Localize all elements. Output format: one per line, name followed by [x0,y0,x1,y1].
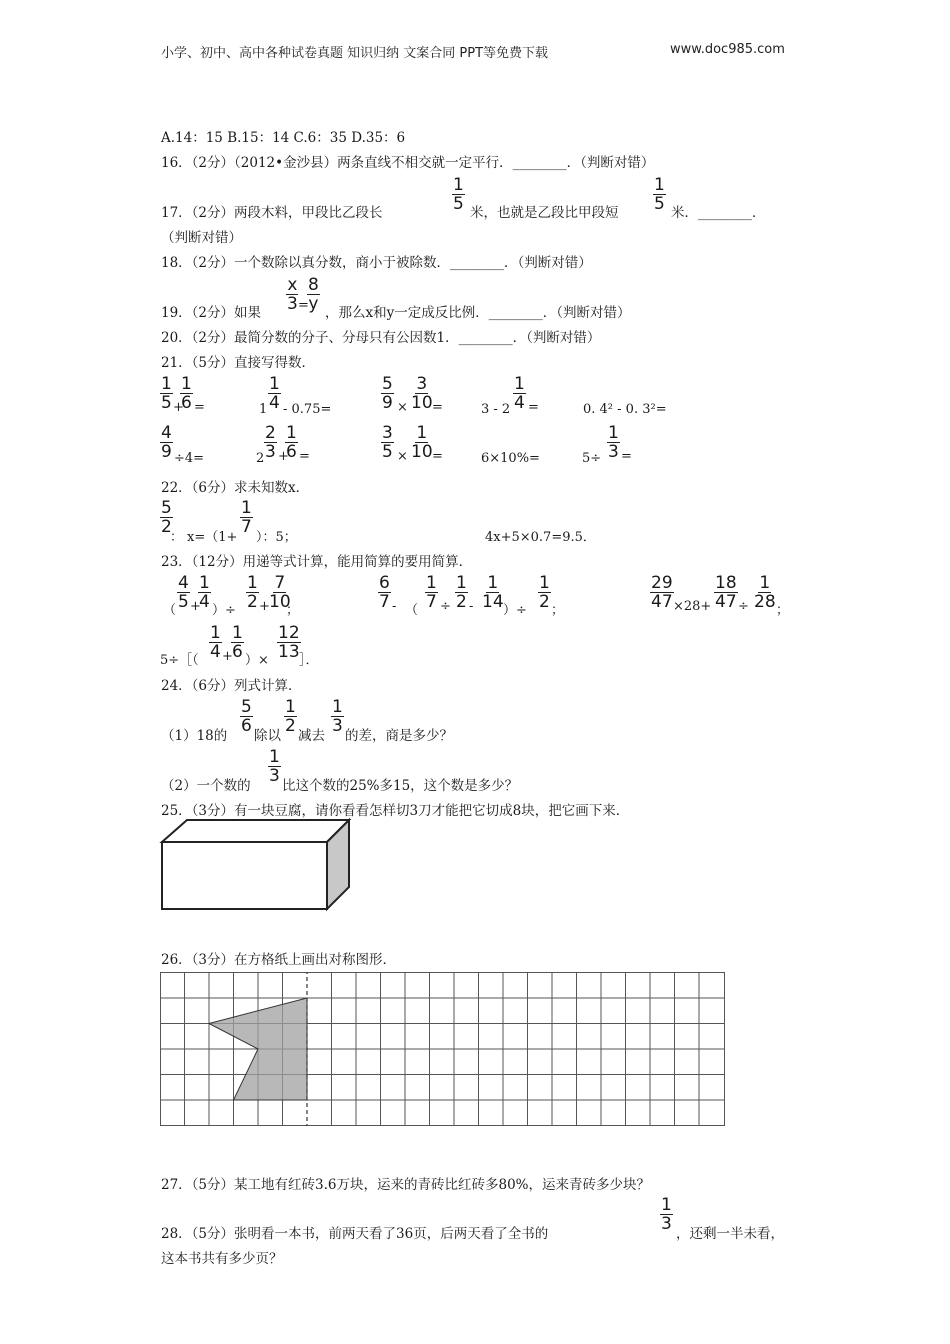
q24-frac-1-3: $\frac{1}{3}$ [332,697,343,736]
q21-frac-1-5: $\frac{1}{5}$ [161,374,172,413]
fraction-one-fifth-2: $\frac{1}{5}$ [654,175,665,214]
q23b-semi: ； [551,603,565,618]
q24-1-b: 除以 [254,728,281,744]
symmetry-grid [160,972,726,1128]
q22-end: ）：5； [256,530,297,545]
q21-eq-4: = [299,449,310,464]
q21-frac-4-9: $\frac{4}{9}$ [161,423,172,462]
q21-frac-1-6b: $\frac{1}{6}$ [286,423,297,462]
q21-6x10pct: 6×10%= [481,451,540,466]
q21-mixed-1: 1 [259,402,268,417]
q23d-frac-1-6: $\frac{1}{6}$ [232,623,243,662]
q24-1-d: 的差，商是多少？ [345,728,453,744]
fraction-8-over-y: $\frac{8}{y}$ [308,275,319,314]
q23d-plus: + [222,649,233,664]
q24-frac-5-6: $\frac{5}{6}$ [241,697,252,736]
question-28-a: 28．（5分）张明看一本书，前两天看了36页，后两天看了全书的 [161,1226,549,1242]
question-24: 24．（6分）列式计算． [161,678,302,694]
q21-eq-3: = [528,400,539,415]
q23d-end: ）× [245,653,269,668]
question-17-text-b: 米，也就是乙段比甲段短 [470,205,619,221]
q23c-semi: ； [776,603,790,618]
question-17-text-d: （判断对错） [161,230,242,246]
q22-colon: ： [170,530,184,545]
q23a-rparen-div: ）÷ [212,603,236,618]
grid-lines [160,972,725,1126]
q21-plus-eq [173,400,184,415]
q21-frac-1-4: $\frac{1}{4}$ [269,374,280,413]
q21-frac-1-3: $\frac{1}{3}$ [608,423,619,462]
question-22: 22．（6分）求未知数x． [161,480,310,496]
q23c-frac-1-28: $\frac{1}{28}$ [754,573,776,612]
q23a-frac-1-2: $\frac{1}{2}$ [247,573,258,612]
q21-frac-2-3: $\frac{2}{3}$ [265,423,276,462]
q21-frac-3-10: $\frac{3}{10}$ [411,374,433,413]
question-18: 18．（2分）一个数除以真分数，商小于被除数．________．（判断对错） [161,255,592,271]
question-19-text-b: ，那么x和y一定成反比例．________．（判断对错） [325,305,631,321]
q21-squares: 0. 4² - 0. 3²= [583,402,667,417]
q24-2-b: 比这个数的25%多15，这个数是多少？ [282,778,519,794]
question-28-b: ，还剩一半未看， [676,1226,784,1242]
q21-eq-1: = [194,400,205,415]
tofu-top-face [162,820,349,842]
q23b-frac-1-7: $\frac{1}{7}$ [426,573,437,612]
q22-equation-b: 4x+5×0.7=9.5． [485,530,596,545]
q23a-plus2: + [259,599,270,614]
q21-frac-5-9: $\frac{5}{9}$ [382,374,393,413]
q23b-div: ÷ [440,599,451,614]
q21-frac-3-5: $\frac{3}{5}$ [382,423,393,462]
q24-frac-1-2: $\frac{1}{2}$ [285,697,296,736]
q24-1-a: （1）18的 [161,728,228,744]
q21-mixed-2: 2 [256,451,265,466]
q21-times-2: × [397,449,408,464]
q21-5div: 5÷ [582,451,602,466]
q23a-frac-1-4: $\frac{1}{4}$ [199,573,210,612]
q21-plus-2: + [278,449,289,464]
question-21: 21．（5分）直接写得数． [161,355,316,371]
q21-times-1: × [397,400,408,415]
q21-frac-1-10: $\frac{1}{10}$ [411,423,433,462]
q22-mid: x=（1+ [187,530,238,545]
question-19-text-a: 19．（2分）如果 [161,305,262,321]
q23b-lparen: （ [405,603,419,618]
q23b-frac-6-7: $\frac{6}{7}$ [379,573,390,612]
tofu-block-figure [155,815,355,915]
q23a-plus: + [190,599,201,614]
q23d-close: ］． [299,653,319,668]
question-27: 27．（5分）某工地有红砖3.6万块，运来的青砖比红砖多80%，运来青砖多少块？ [161,1177,650,1193]
question-23: 23．（12分）用递等式计算，能用简算的要用简算． [161,554,473,570]
q22-frac-1-7: $\frac{1}{7}$ [241,498,252,537]
question-25: 25．（3分）有一块豆腐，请你看看怎样切3刀才能把它切成8块，把它画下来． [161,803,630,819]
page-header-left: 小学、初中、高中各种试卷真题 知识归纳 文案合同 PPT等免费下载 [161,46,549,61]
q23a-lparen: （ [163,603,177,618]
q15-options: A.14：15 B.15：14 C.6：35 D.35：6 [161,130,406,146]
q21-frac-1-6: $\frac{1}{6}$ [181,374,192,413]
q23b-frac-1-14: $\frac{1}{14}$ [482,573,504,612]
q23b-rparen-div: ）÷ [503,603,527,618]
q23d-frac-12-13: $\frac{12}{13}$ [278,623,300,662]
q23b-minus2: - [469,599,474,614]
q23b-frac-1-2b: $\frac{1}{2}$ [539,573,550,612]
q23a-frac-4-5: $\frac{4}{5}$ [178,573,189,612]
q23b-minus: - [392,599,397,614]
fraction-x-over-3: $\frac{x}{3}$ [287,275,298,314]
q23c-times28: ×28+ [673,599,712,614]
q21-eq-6: = [621,449,632,464]
q21-div4: ÷4= [174,451,205,466]
q21-eq-2: = [432,400,443,415]
page-header-url[interactable]: www.doc985.com [670,42,785,57]
fraction-one-fifth: $\frac{1}{5}$ [453,175,464,214]
q21-frac-1-4b: $\frac{1}{4}$ [514,374,525,413]
q24-2-a: （2）一个数的 [161,778,251,794]
question-17-text-c: 米．________． [671,205,766,221]
q23c-frac-29-47: $\frac{29}{47}$ [651,573,673,612]
question-20: 20．（2分）最简分数的分子、分母只有公因数1．________．（判断对错） [161,330,601,346]
q21-eq-5: = [432,449,443,464]
q19-equals: = [298,298,309,313]
q22-frac-5-2: $\frac{5}{2}$ [161,498,172,537]
q28-frac-1-3: $\frac{1}{3}$ [661,1195,672,1234]
q23d-frac-1-4: $\frac{1}{4}$ [210,623,221,662]
q24-frac-1-3b: $\frac{1}{3}$ [269,747,280,786]
q23a-semi: ； [286,603,300,618]
plus: + [173,400,184,415]
question-16: 16．（2分）（2012•金沙县）两条直线不相交就一定平行．________．（判断对错） [161,155,655,171]
q23c-frac-18-47: $\frac{18}{47}$ [715,573,737,612]
q23c-div: ÷ [738,599,749,614]
q21-minus-075: - 0.75= [283,402,332,417]
q23a-frac-7-10: $\frac{7}{10}$ [269,573,291,612]
question-17-text-a: 17．（2分）两段木料，甲段比乙段长 [161,205,383,221]
question-26: 26．（3分）在方格纸上画出对称图形． [161,952,397,968]
tofu-front-face [162,842,327,909]
q24-1-c: 减去 [298,728,325,744]
question-28-c: 这本书共有多少页？ [161,1251,283,1267]
q21-three-minus-two: 3 - 2 [481,402,511,417]
q23d-start: 5÷［（ [160,653,199,668]
q23b-frac-1-2: $\frac{1}{2}$ [456,573,467,612]
